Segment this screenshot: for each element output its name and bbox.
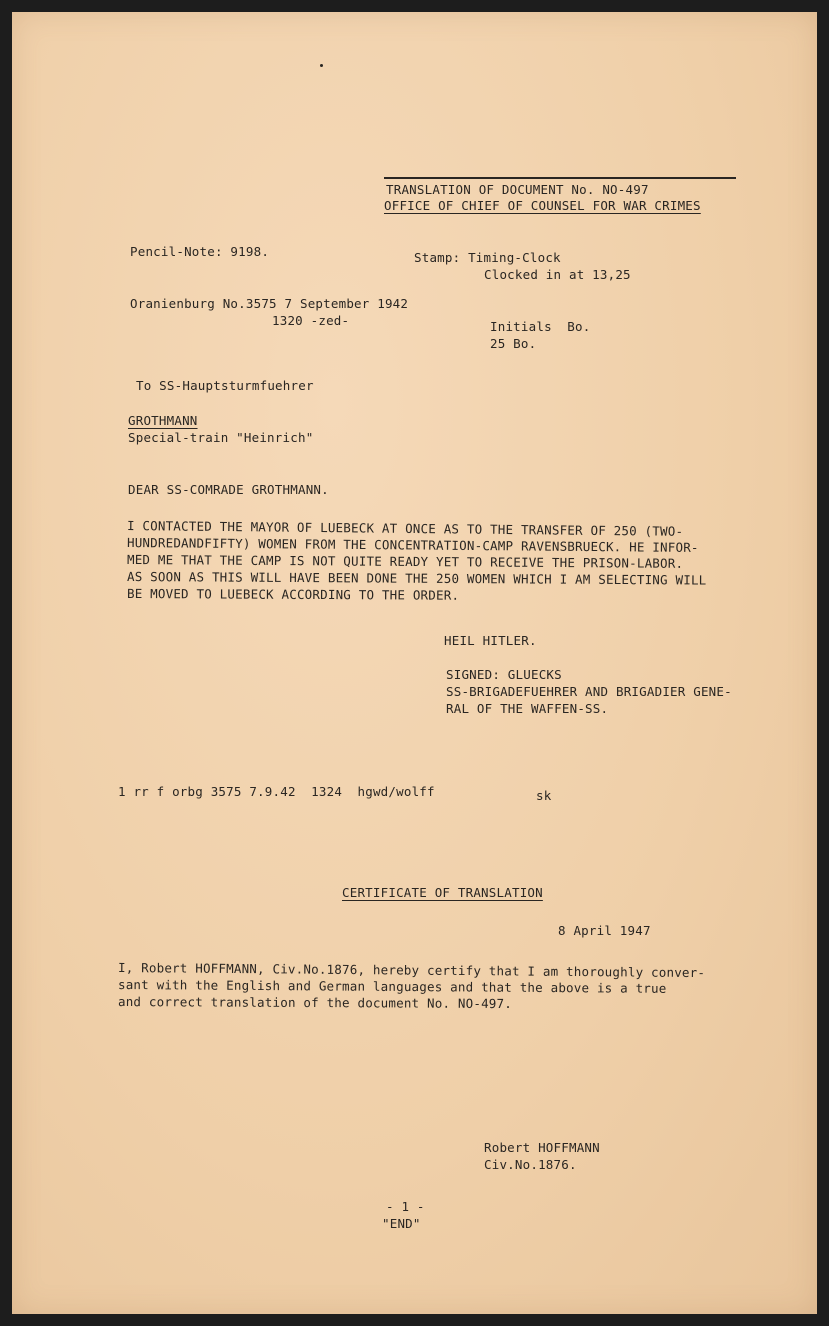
end-marker: "END" [382,1216,421,1231]
certificate-title: CERTIFICATE OF TRANSLATION [342,885,543,900]
recipient-line-1: To SS-Hauptsturmfuehrer [136,378,314,393]
body-line: HUNDREDANDFIFTY) WOMEN FROM THE CONCENTRATION-CAMP RAVENSBRUECK. HE INFOR- [126,535,699,555]
salutation: DEAR SS-COMRADE GROTHMANN. [128,482,329,497]
origin-line-2: 1320 -zed- [272,313,350,328]
initials-line-2: 25 Bo. [490,336,537,351]
certificate-line: I, Robert HOFFMANN, Civ.No.1876, hereby certify that I am thoroughly conver- [117,960,706,981]
origin-line-1: Oranienburg No.3575 7 September 1942 [130,296,409,311]
header-top-rule [384,177,736,179]
document-page [12,12,817,1314]
ink-speck [320,64,323,67]
initials-line-1: Initials Bo. [490,319,591,334]
header-translation-line: TRANSLATION OF DOCUMENT No. NO-497 [386,182,649,197]
certificate-line: sant with the English and German languages and that the above is a true [117,977,667,996]
stamp-line-1: Stamp: Timing-Clock [414,250,561,265]
signature-line: SS-BRIGADEFUEHRER AND BRIGADIER GENE- [446,684,732,699]
body-line: MED ME THAT THE CAMP IS NOT QUITE READY YET TO RECEIVE THE PRISON-LABOR. [126,552,684,571]
closing: HEIL HITLER. [444,633,537,648]
body-line: AS SOON AS THIS WILL HAVE BEEN DONE THE 250 WOMEN WHICH I AM SELECTING WILL [126,569,707,588]
body-line: I CONTACTED THE MAYOR OF LUEBECK AT ONCE AS TO THE TRANSFER OF 250 (TWO- [126,518,684,539]
certificate-line: and correct translation of the document No. NO-497. [117,994,513,1012]
signature-line: RAL OF THE WAFFEN-SS. [446,701,609,716]
teletype-reference: 1 rr f orbg 3575 7.9.42 1324 hgwd/wolff [118,784,435,799]
header-office-line: OFFICE OF CHIEF OF COUNSEL FOR WAR CRIMES [384,198,701,213]
certificate-date: 8 April 1947 [558,923,651,938]
stamp-line-2: Clocked in at 13,25 [484,267,631,282]
signature-line: SIGNED: GLUECKS [446,667,562,682]
teletype-sk: sk [536,788,552,803]
body-line: BE MOVED TO LUEBECK ACCORDING TO THE ORDER. [126,586,460,603]
pencil-note: Pencil-Note: 9198. [130,244,270,259]
recipient-name: GROTHMANN [128,413,198,428]
signer-civ-number: Civ.No.1876. [484,1157,577,1172]
recipient-line-3: Special-train "Heinrich" [128,430,314,445]
signer-name: Robert HOFFMANN [484,1140,600,1155]
page-number: - 1 - [386,1199,425,1214]
